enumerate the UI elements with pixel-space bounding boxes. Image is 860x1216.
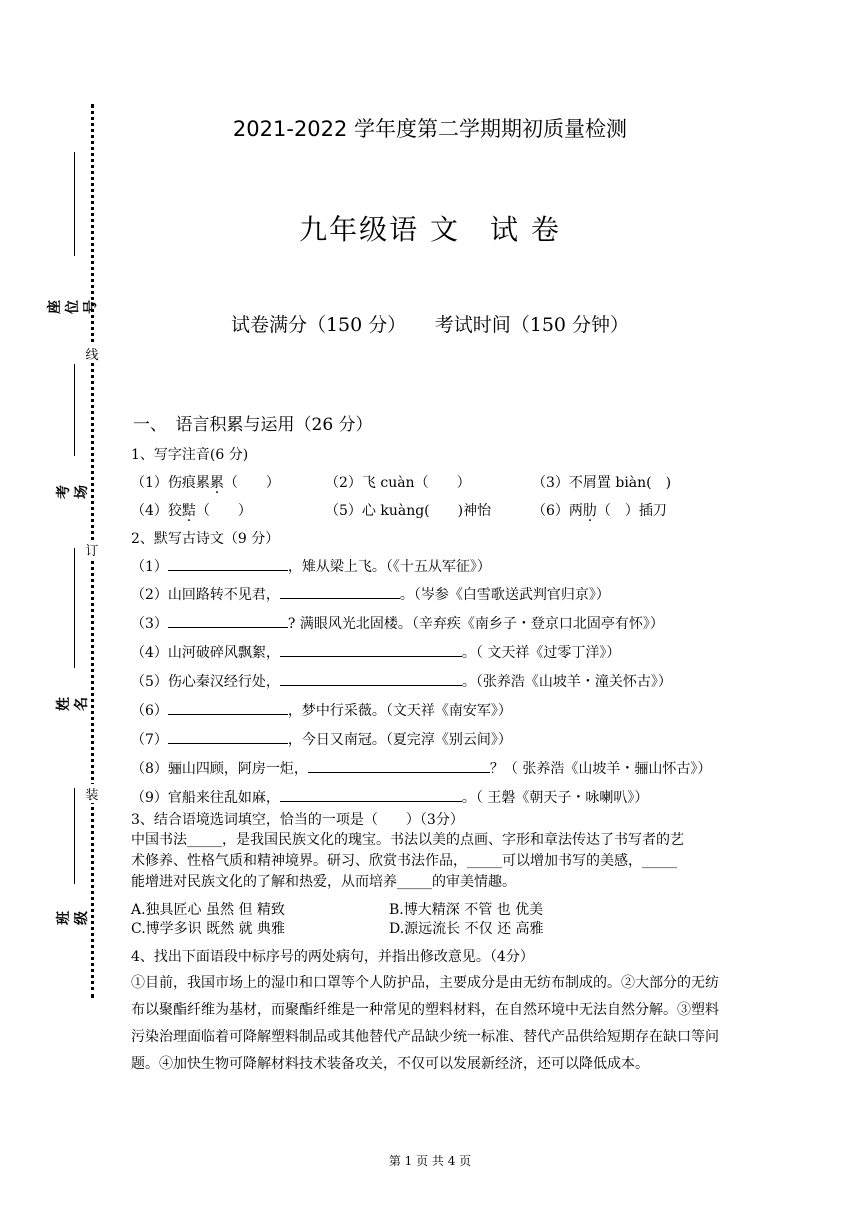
q3-title: 3、结合语境选词填空，恰当的一项是（ ）（3分）: [131, 812, 464, 828]
seat-number-label: 座位号: [47, 300, 99, 314]
answer-blank[interactable]: [168, 556, 288, 571]
q1-item-2: （2）飞 cuàn（ ）: [325, 475, 471, 491]
q2-title: 2、默写古诗文（9 分）: [131, 531, 280, 547]
class-label: 班 级: [56, 911, 90, 925]
cut-mark-line: 线: [84, 344, 100, 363]
q3-option-b[interactable]: B.博大精深 不管 也 优美: [389, 902, 544, 918]
answer-blank[interactable]: [280, 584, 400, 599]
answer-blank[interactable]: [280, 671, 462, 686]
page-number: 第 1 页 共 4 页: [388, 1154, 472, 1168]
exam-room-underline: [74, 364, 75, 456]
answer-blank[interactable]: [280, 642, 462, 657]
q2-item-4: （4）山河破碎风飘絮， 。（ 文天祥《过零丁洋》）: [131, 642, 620, 662]
q2-item-8: （8）骊山四顾，阿房一炬， ？（ 张养浩《山坡羊・骊山怀古》）: [131, 758, 711, 778]
class-underline: [74, 788, 75, 884]
exam-title: 2021-2022 学年度第二学期期初质量检测: [232, 117, 628, 141]
answer-blank[interactable]: [168, 729, 288, 744]
q3-passage-line-3: 能增进对民族文化的了解和热爱，从而培养_____的审美情趣。: [131, 874, 516, 890]
exam-room-label: 考 场: [56, 485, 90, 499]
cut-mark-zhuang: 装: [84, 784, 100, 803]
q1-title: 1、写字注音(6 分): [131, 447, 249, 463]
q2-item-9: （9）官船来往乱如麻， 。（ 王磐《朝天子・咏喇叭》）: [131, 787, 648, 807]
q1-item-1: （1）伤痕累累（ ）: [131, 475, 280, 491]
q3-passage-line-1: 中国书法_____，是我国民族文化的瑰宝。书法以美的点画、字形和章法传达了书写者的艺: [131, 832, 684, 848]
exam-info: 试卷满分（150 分） 考试时间（150 分钟）: [230, 314, 630, 336]
answer-blank[interactable]: [280, 787, 462, 802]
q2-item-6: （6） ，梦中行采薇。（文天祥《南安军》）: [131, 700, 512, 720]
q2-item-1: （1） ，雉从梁上飞。（《十五从军征》）: [131, 556, 491, 576]
q4-passage: ①目前，我国市场上的湿巾和口罩等个人防护品，主要成分是由无纺布制成的。②大部分的无纺布以聚酯纤维为基材，而聚酯纤维是一种常见的塑料材料，在自然环境中无法自然分解。③塑料污染治理面临着可降解塑料制品或其他替代产品缺少统一标准、替代产品供给短期存在缺口等问题。④加快生物可降解材料技术装备攻关，不仅可以发展新经济，还可以降低成本。: [131, 975, 719, 1072]
q3-option-c[interactable]: C.博学多识 既然 就 典雅: [131, 921, 286, 937]
answer-blank[interactable]: [168, 700, 288, 715]
q2-item-7: （7） ，今日又南冠。（夏完淳《别云间》）: [131, 729, 512, 749]
cut-mark-ding: 订: [84, 540, 100, 559]
q3-passage-line-2: 术修养、性格气质和精神境界。研习、欣赏书法作品，_____可以增加书写的美感，_____: [131, 853, 677, 869]
q1-item-6: （6）两肋（ ）插刀: [532, 503, 667, 519]
name-label: 姓 名: [56, 697, 90, 711]
q1-item-5: （5）心 kuàng( )神怡: [325, 503, 492, 519]
q3-option-d[interactable]: D.源远流长 不仅 还 高雅: [389, 921, 544, 937]
paper-title: 九年级语 文 试 卷: [299, 213, 561, 246]
q4-title: 4、找出下面语段中标序号的两处病句，并指出修改意见。（4分）: [131, 949, 534, 965]
q2-item-5: （5）伤心秦汉经行处， 。（张养浩《山坡羊・潼关怀古》）: [131, 671, 672, 691]
name-underline: [74, 548, 75, 668]
q3-option-a[interactable]: A.独具匠心 虽然 但 精致: [131, 902, 285, 918]
section-heading: 一、 语言积累与运用（26 分）: [133, 415, 373, 435]
q2-item-2: （2）山回路转不见君， 。（岑参《白雪歌送武判官归京》）: [131, 584, 610, 604]
q1-item-3: （3）不屑置 biàn( ): [532, 475, 672, 491]
q2-item-3: （3） ? 满眼风光北固楼。（辛弃疾《南乡子・登京口北固亭有怀》）: [131, 613, 664, 633]
answer-blank[interactable]: [308, 758, 490, 773]
q1-item-4: （4）狡黠（ ）: [131, 503, 252, 519]
answer-blank[interactable]: [168, 613, 288, 628]
